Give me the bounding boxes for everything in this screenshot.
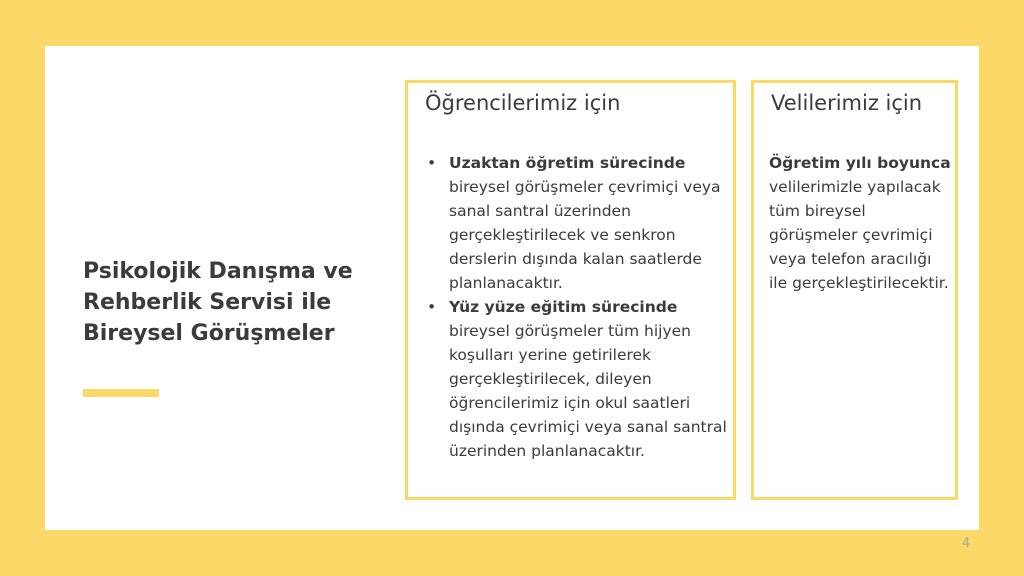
students-box-heading: Öğrencilerimiz için: [425, 91, 621, 115]
students-box-body: [424, 151, 730, 463]
students-box: [405, 80, 736, 500]
list-item: [424, 151, 730, 295]
list-item-text: bireysel görüşmeler çevrimiçi veya sanal santral üzerinden gerçekleştirilecek ve senkron derslerin dışında kalan saatlerde planlanacaktır.: [449, 178, 721, 292]
parents-box-heading: Velilerimiz için: [771, 91, 923, 115]
list-item: [424, 295, 730, 463]
list-item-bold: Yüz yüze eğitim sürecinde: [449, 298, 678, 316]
parents-box: [751, 80, 958, 500]
page-number: 4: [962, 536, 971, 551]
list-item-text: bireysel görüşmeler tüm hijyen koşulları yerine getirilerek gerçekleştirilecek, dileyen öğrencilerimiz için okul saatleri dışında çevrimiçi veya sanal santral üzerinden planlanacaktır.: [449, 322, 727, 460]
bullet-icon: •: [427, 298, 437, 316]
title-accent-bar: [83, 389, 159, 397]
parents-box-bold: Öğretim yılı boyunca: [769, 154, 951, 172]
parents-box-body: [769, 151, 954, 295]
list-item-bold: Uzaktan öğretim sürecinde: [449, 154, 686, 172]
slide-title: Psikolojik Danışma ve Rehberlik Servisi ile Bireysel Görüşmeler: [83, 259, 353, 346]
parents-box-text: velilerimizle yapılacak tüm bireysel görüşmeler çevrimiçi veya telefon aracılığı ile gerçekleştirilecektir.: [769, 178, 949, 292]
bullet-icon: •: [427, 154, 437, 172]
